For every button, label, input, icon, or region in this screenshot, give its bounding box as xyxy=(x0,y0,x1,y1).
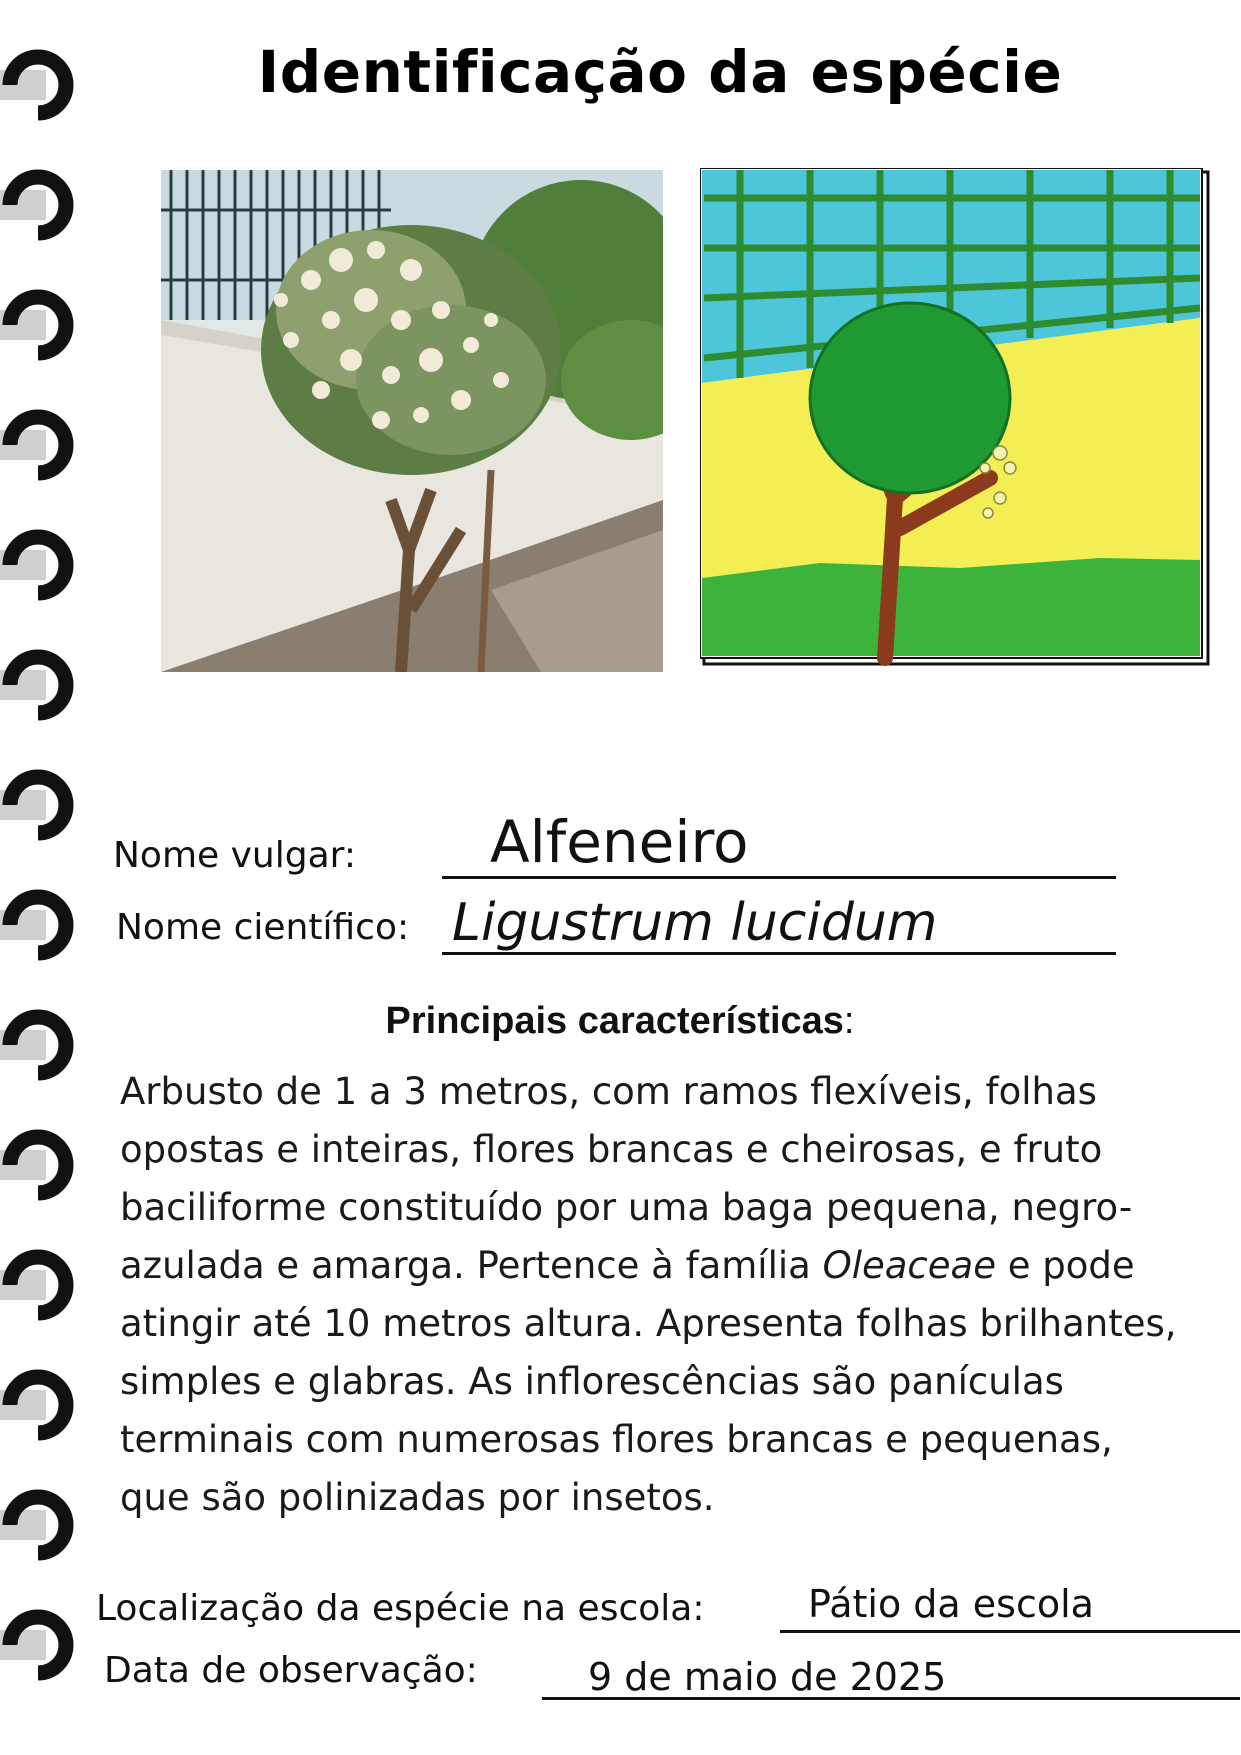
binding-ring-icon xyxy=(0,48,80,122)
binding-ring-icon xyxy=(0,1008,80,1082)
common-name-label: Nome vulgar: xyxy=(113,835,356,876)
common-name-underline xyxy=(442,876,1116,879)
location-value: Pátio da escola xyxy=(808,1582,1094,1626)
binding-ring-icon xyxy=(0,1368,80,1442)
binding-ring-icon xyxy=(0,1488,80,1562)
page-title: Identificação da espécie xyxy=(257,38,1063,106)
spiral-binding xyxy=(0,0,90,1755)
family-name: Oleaceae xyxy=(822,1244,996,1287)
scientific-name-underline xyxy=(442,952,1116,955)
location-underline xyxy=(780,1630,1240,1633)
features-description xyxy=(120,1063,1190,1527)
scientific-name-value: Ligustrum lucidum xyxy=(452,893,938,953)
features-text-part-2: e pode atingir até 10 metros altura. Apresenta folhas brilhantes, simples e glabras. As inflorescências são panículas terminais com numerosas flores brancas e pequenas, que são polinizadas por insetos. xyxy=(120,1244,1177,1519)
binding-ring-icon xyxy=(0,168,80,242)
features-heading xyxy=(120,1000,1120,1043)
scientific-name-label: Nome científico: xyxy=(116,907,410,948)
date-label: Data de observação: xyxy=(104,1650,478,1691)
binding-ring-icon xyxy=(0,1128,80,1202)
features-heading-text: Principais características xyxy=(385,1000,844,1042)
binding-ring-icon xyxy=(0,768,80,842)
date-value: 9 de maio de 2025 xyxy=(588,1655,947,1699)
common-name-value: Alfeneiro xyxy=(490,808,749,876)
tree-photo xyxy=(161,170,663,672)
binding-ring-icon xyxy=(0,648,80,722)
tree-drawing xyxy=(700,168,1210,666)
binding-ring-icon xyxy=(0,408,80,482)
features-heading-colon: : xyxy=(843,1000,855,1042)
binding-ring-icon xyxy=(0,888,80,962)
binding-ring-icon xyxy=(0,528,80,602)
features-text-part-1: Arbusto de 1 a 3 metros, com ramos flexíveis, folhas opostas e inteiras, flores brancas e cheirosas, e fruto baciliforme constituído por uma baga pequena, negro-azulada e amarga. Pertence à família xyxy=(120,1070,1133,1287)
location-label: Localização da espécie na escola: xyxy=(96,1588,705,1629)
binding-ring-icon xyxy=(0,1608,80,1682)
date-underline xyxy=(542,1697,1240,1700)
binding-ring-icon xyxy=(0,288,80,362)
binding-ring-icon xyxy=(0,1248,80,1322)
